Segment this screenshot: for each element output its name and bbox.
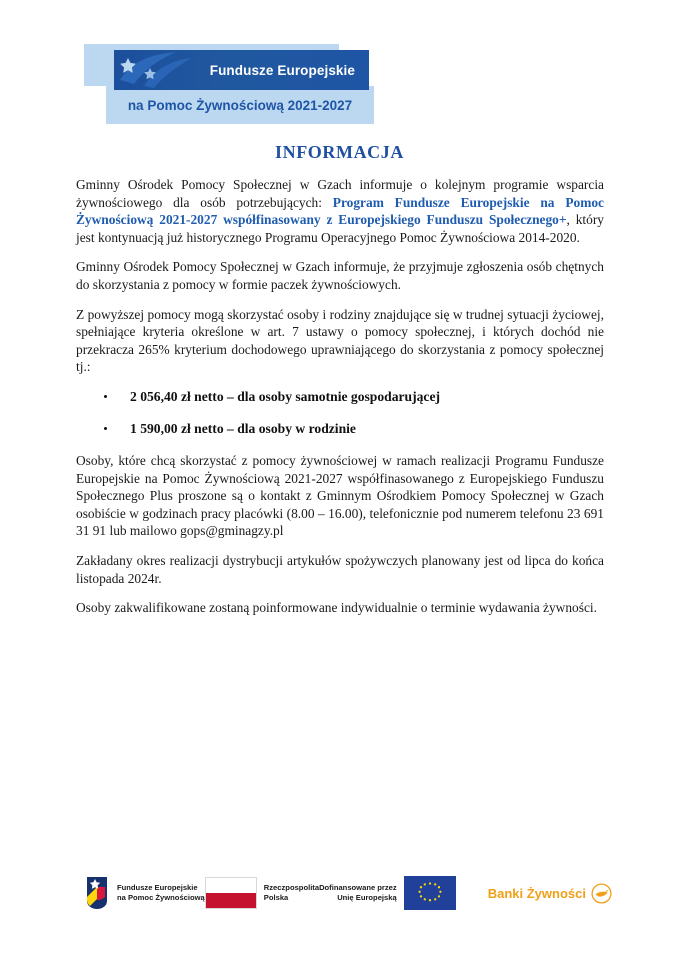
header-logo-band-text: Fundusze Europejskie bbox=[209, 62, 355, 78]
footer-fe-label bbox=[117, 883, 205, 903]
eu-flag-icon bbox=[404, 876, 456, 910]
footer-logo-bar bbox=[84, 868, 596, 918]
bullet-dot-icon bbox=[104, 395, 107, 398]
paragraph-intro-lead: Gminny Ośrodek Pomocy Społecznej w Gzach informuje o kolejnym programie wsparcia żywnościowego dla osób potrzebujących: bbox=[76, 177, 604, 210]
bullet-dot-icon bbox=[104, 427, 107, 430]
footer-banki-zywnosci-label: Banki Żywności bbox=[487, 885, 586, 901]
page-title: INFORMACJA bbox=[275, 142, 404, 162]
footer-eu-label-line2: Unię Europejską bbox=[337, 893, 397, 902]
fe-stars-icon bbox=[114, 50, 194, 90]
income-criteria-list bbox=[76, 388, 604, 437]
footer-poland-label-line2: Polska bbox=[263, 893, 289, 902]
footer-fe-label-line2: na Pomoc Żywnościową bbox=[117, 893, 205, 902]
footer-eu-label bbox=[319, 883, 397, 903]
criteria-single-person: 2 056,40 zł netto – dla osoby samotnie gospodarującej bbox=[130, 388, 441, 404]
poland-flag-icon bbox=[205, 877, 257, 909]
paragraph-contact: Osoby, które chcą skorzystać z pomocy żywnościowej w ramach realizacji Programu Fundusze Europejskie na Pomoc Żywnościową 2021-2027 współfinasowanego z Europejskiego Funduszu Społecznego Plus proszone są o kontakt z Gminnym Ośrodkiem Pomocy Społecznej w Gzach osobiście w godzinach pracy placówki (8.00 – 16.00), telefonicznie pod numerem telefonu 23 691 31 91 lub mailowo gops@gminagzy.pl bbox=[76, 452, 604, 539]
paragraph-schedule: Zakładany okres realizacji dystrybucji artykułów spożywczych planowany jest od lipca do końca listopada 2024r. bbox=[76, 552, 604, 586]
paragraph-intro bbox=[76, 176, 604, 246]
program-name-highlight: Program Fundusze Europejskie na Pomoc Żywnościową 2021-2027 współfinasowany z Europejskiego Funduszu Społecznego+ bbox=[76, 194, 604, 228]
paragraph-applications: Gminny Ośrodek Pomocy Społecznej w Gzach informuje, że przyjmuje zgłoszenia osób chętnych do skorzystania z pomocy w formie paczek żywnościowych. bbox=[76, 259, 604, 292]
footer-poland-label-line1: Rzeczpospolita bbox=[263, 883, 320, 892]
document-body bbox=[76, 176, 604, 629]
footer-poland-logo bbox=[205, 871, 319, 915]
header-logo-subtitle-row bbox=[106, 88, 374, 122]
footer-banki-zywnosci-logo bbox=[488, 871, 612, 915]
list-item bbox=[76, 388, 604, 405]
list-item bbox=[76, 420, 604, 437]
header-logo-band bbox=[114, 50, 369, 90]
banki-zywnosci-icon bbox=[591, 883, 612, 904]
header-program-logo bbox=[84, 44, 374, 124]
footer-eu-logo bbox=[319, 871, 456, 915]
criteria-person-in-family: 1 590,00 zł netto – dla osoby w rodzinie bbox=[130, 420, 356, 436]
fundusze-europejskie-icon bbox=[84, 875, 110, 911]
paragraph-eligibility: Z powyższej pomocy mogą skorzystać osoby i rodziny znajdujące się w trudnej sytuacji życiowej, spełniające kryteria określone w art. 7 ustawy o pomocy społecznej, i których dochód nie przekracza 265% kryterium dochodowego uprawniającego do skorzystania z pomocy społecznej tj.: bbox=[76, 306, 604, 375]
footer-eu-label-line1: Dofinansowane przez bbox=[319, 883, 397, 892]
footer-fe-logo bbox=[84, 871, 205, 915]
header-logo-subtitle: na Pomoc Żywnościową 2021-2027 bbox=[127, 97, 353, 113]
paragraph-notification: Osoby zakwalifikowane zostaną poinformowane indywidualnie o terminie wydawania żywności. bbox=[76, 600, 597, 616]
footer-fe-label-line1: Fundusze Europejskie bbox=[117, 883, 198, 892]
footer-poland-label bbox=[264, 883, 319, 903]
paragraph-intro-tail: , który jest kontynuacją już historycznego Programu Operacyjnego Pomoc Żywnościowa 2014-2020. bbox=[76, 212, 604, 245]
